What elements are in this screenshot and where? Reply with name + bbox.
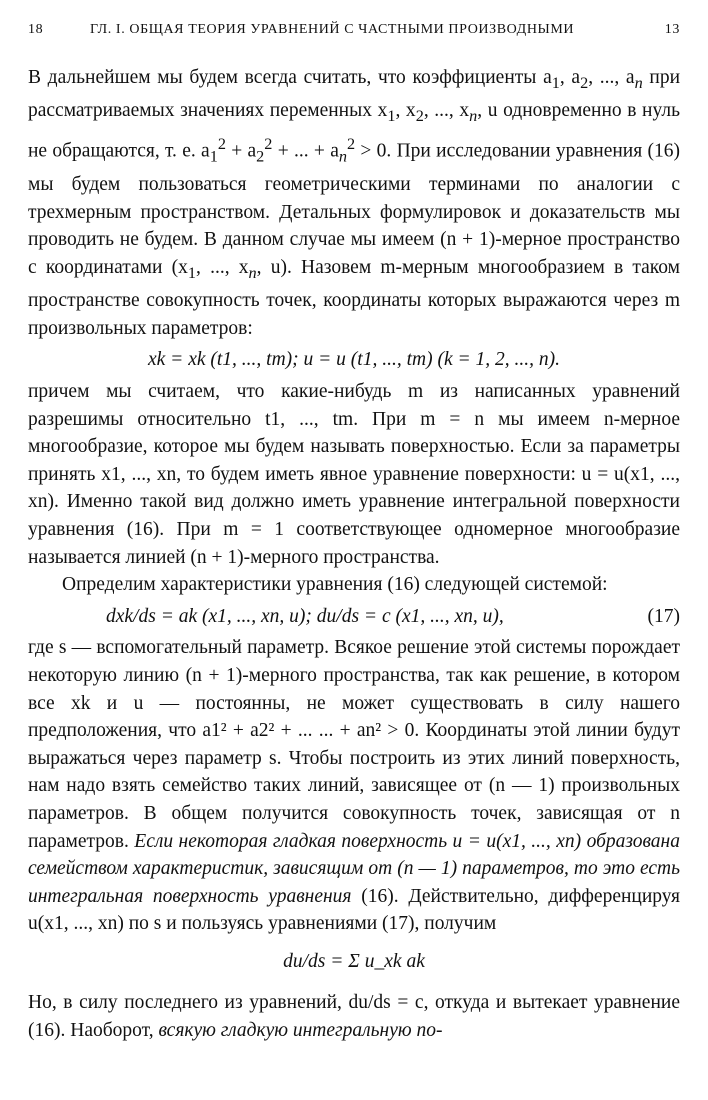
paragraph-5: Но, в силу последнего из уравнений, du/ds = c, откуда и вытекает уравнение (16). Наоборот, всякую гладкую интегральную по- [28, 992, 680, 1042]
chapter-title: ГЛ. I. ОБЩАЯ ТЕОРИЯ УРАВНЕНИЙ С ЧАСТНЫМИ ПРОИЗВОДНЫМИ [90, 22, 575, 37]
equation-du-ds: du/ds = Σ u_xk ak [283, 950, 425, 972]
paragraph-4: где s — вспомогательный параметр. Всякое решение этой системы порождает некоторую линию (n + 1)-мерного пространства, так как решение, в котором все xk и u — постоянны, не может существовать в силу нашего предположения, что a1² + a2² + ... ... + an² > 0. Координаты этой линии будут выражаться через параметр s. Чтобы построить из этих линий поверхность, нам надо взять семейство таких линий, зависящее от (n — 1) произвольных параметров. В общем получится совокупность точек, зависящая от n параметров. Если некоторая гладкая поверхность u = u(x1, ..., xn) образована семейством характеристик, зависящим от (n — 1) параметров, то это есть интегральная поверхность уравнения (16). Действительно, дифференцируя u(x1, ..., xn) по s и пользуясь уравнениями (17), получим [28, 637, 681, 935]
section-number: 13 [664, 22, 680, 37]
equation-17-body: dxk/ds = ak (x1, ..., xn, u); du/ds = c (x1, ..., xn, u), [106, 605, 504, 627]
equation-manifold: xk = xk (t1, ..., tm); u = u (t1, ..., tm) (k = 1, 2, ..., n). [147, 349, 561, 371]
paragraph-1: В дальнейшем мы будем всегда считать, что коэффициенты $a_1$, $a_2$, ..., $a_n$ при рассматриваемых значениях переменных $x_1$, $x_2$, ..., $x_n$, u одновременно в нуль не обращаются, т. е. $a_1^2 + a_2^2$ + ... + $a_n^2 > 0$. При исследовании уравнения (16) мы будем пользоваться геометрическими терминами по аналогии с трехмерным пространством. Детальных формулировок и доказательств мы проводить не будем. В данном случае мы имеем (n + 1)-мерное пространство с координатами ($x_1$, ..., $x_n$, u). Назовем m-мерным многообразием в таком пространстве совокупность точек, координаты которых выражаются через m произвольных параметров: [28, 67, 681, 339]
paragraph-2: причем мы считаем, что какие-нибудь m из написанных уравнений разрешимы относительно t1, ..., tm. При m = n мы имеем n-мерное многообразие, которое мы будем называть поверхностью. Если за параметры принять x1, ..., xn, то будем иметь явное уравнение поверхности: u = u(x1, ..., xn). Именно такой вид должно иметь уравнение интегральной поверхности уравнения (16). При m = 1 соответствующее одномерное многообразие называется линией (n + 1)-мерного пространства. [28, 381, 680, 568]
page-number: 18 [28, 22, 44, 37]
equation-17-number: (17) [647, 605, 680, 627]
book-page [28, 0, 680, 1100]
paragraph-3: Определим характеристики уравнения (16) следующей системой: [62, 574, 608, 596]
equation-17 [28, 603, 680, 631]
running-header [28, 22, 680, 46]
body-text [28, 64, 680, 1045]
